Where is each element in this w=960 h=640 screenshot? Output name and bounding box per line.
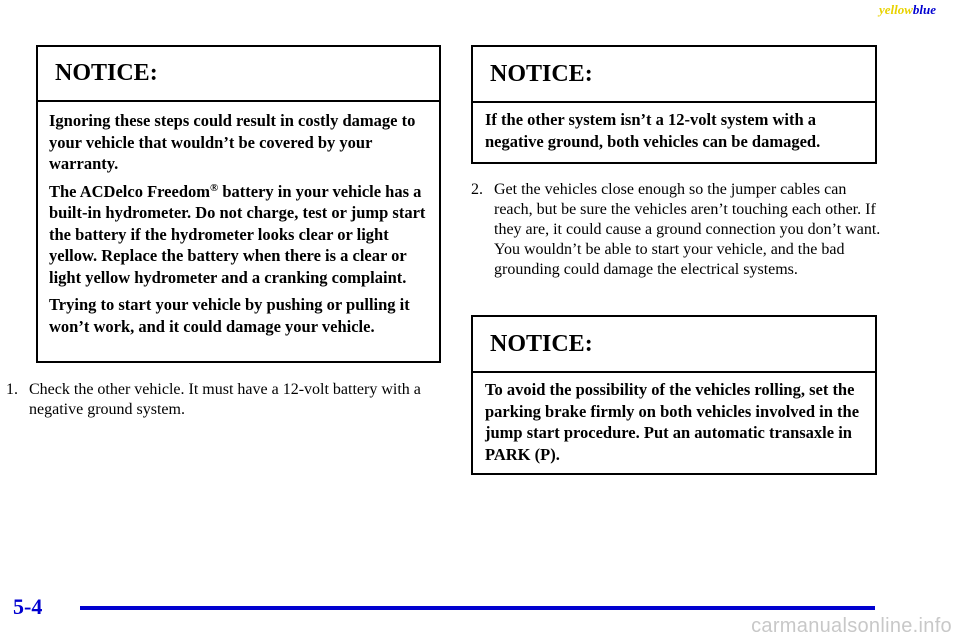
notice-paragraph-hydrometer (49, 181, 427, 289)
notice-body (473, 373, 875, 465)
notice-paragraph-parking-brake: To avoid the possibility of the vehicles rolling, set the parking brake firmly on both vehicles involved in the jump start procedure. Put an automatic transaxle in PARK (P). (485, 380, 860, 464)
print-color-tag (879, 2, 936, 18)
step-text: Check the other vehicle. It must have a 12-volt battery with a negative ground system. (29, 381, 421, 418)
notice-title: NOTICE: (38, 47, 439, 102)
notice-box-voltage (471, 45, 877, 164)
brand-name: The ACDelco Freedom (49, 181, 210, 201)
color-tag-blue: blue (912, 2, 936, 17)
color-tag-yellow: yellow (878, 2, 913, 17)
step-text: Get the vehicles close enough so the jumper cables can reach, but be sure the vehicles aren’t touching each other. If they are, it could cause a ground connection you don’t want. You wouldn’t be able to start your vehicle, and the bad grounding could damage the electrical systems. (494, 181, 881, 278)
notice-title: NOTICE: (473, 317, 875, 373)
step-number: 1. (6, 381, 18, 398)
site-watermark: carmanualsonline.info (751, 615, 952, 637)
footer-divider (80, 606, 875, 610)
notice-body (473, 103, 875, 152)
notice-title: NOTICE: (473, 47, 875, 103)
notice-paragraph-damage: Ignoring these steps could result in costly damage to your vehicle that wouldn’t be covered by your warranty. (49, 111, 416, 173)
step-item-2 (471, 180, 881, 280)
step-number: 2. (471, 181, 483, 198)
notice-paragraph-voltage: If the other system isn’t a 12-volt system with a negative ground, both vehicles can be damaged. (485, 110, 821, 151)
notice-box-battery (36, 45, 441, 363)
notice-paragraph-push-start: Trying to start your vehicle by pushing or pulling it won’t work, and it could damage your vehicle. (49, 295, 410, 336)
registered-mark: ® (210, 181, 219, 194)
notice-body (38, 102, 439, 337)
step-item-1 (6, 380, 436, 420)
page-number: 5-4 (13, 594, 43, 619)
hydrometer-text: battery in your vehicle has a built-in hydrometer. Do not charge, test or jump start the battery if the hydrometer looks clear or light yellow. Replace the battery when there is a clear or light yellow hydrometer and a cranking complaint. (49, 181, 426, 287)
notice-box-parking-brake (471, 315, 877, 475)
